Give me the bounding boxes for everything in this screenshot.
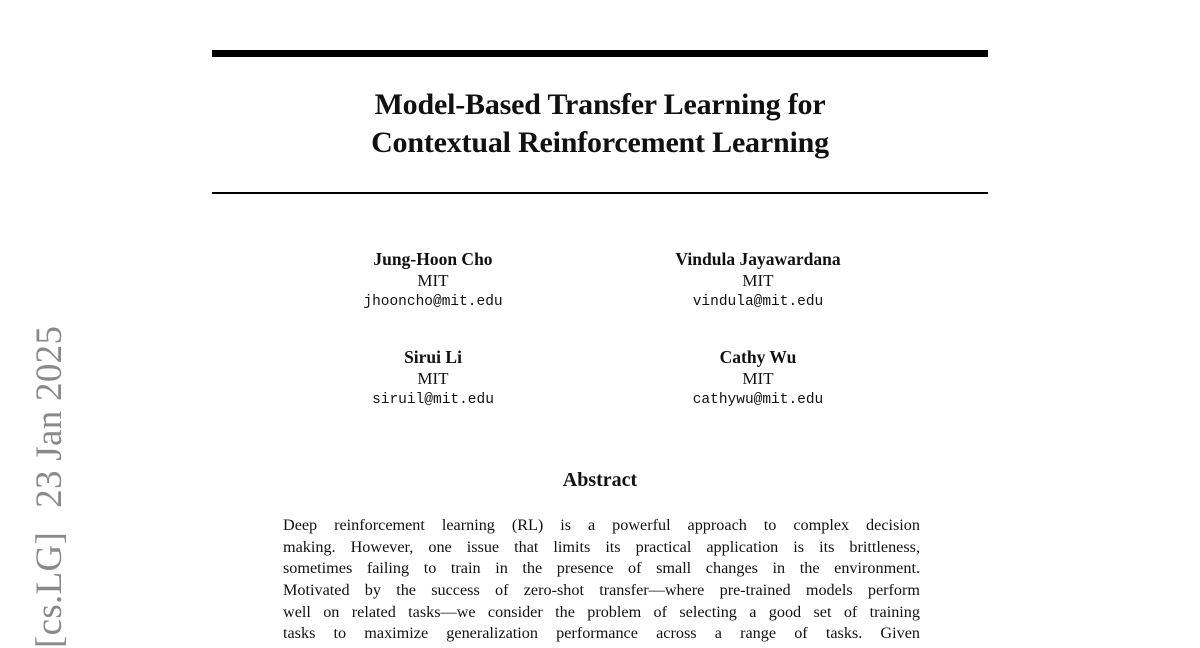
author-block [303, 347, 563, 411]
abstract-line: Motivated by the success of zero-shot transfer—where pre-trained models perform [283, 581, 920, 600]
abstract-line: making. However, one issue that limits its practical application is its brittleness, [283, 537, 920, 556]
paper-title-line-2: Contextual Reinforcement Learning [371, 126, 829, 159]
abstract-line: Deep reinforcement learning (RL) is a powerful approach to complex decision [283, 516, 920, 534]
abstract-body [283, 515, 920, 645]
author-block [303, 249, 563, 313]
author-name: Vindula Jayawardana [675, 249, 841, 269]
abstract-heading: Abstract [562, 469, 638, 491]
abstract-line: tasks to maximize generalization performance across a range of tasks. Given [283, 624, 920, 643]
arxiv-category: [cs.LG] [29, 531, 70, 648]
author-email: vindula@mit.edu [692, 294, 824, 310]
abstract-line: well on related tasks—we consider the problem of selecting a good set of training [283, 602, 920, 621]
title-top-rule [212, 50, 988, 57]
author-block [628, 347, 888, 411]
abstract-line: sometimes failing to train in the presence of small changes in the environment. [283, 559, 920, 578]
title-bottom-rule [212, 192, 988, 194]
paper-title [212, 86, 988, 162]
author-email: siruil@mit.edu [372, 392, 494, 408]
author-email: jhooncho@mit.edu [363, 294, 503, 310]
author-block [628, 249, 888, 313]
arxiv-sidebar-stamp [28, 326, 72, 648]
author-affiliation: MIT [417, 369, 449, 388]
paper-title-line-1: Model-Based Transfer Learning for [374, 88, 826, 121]
author-affiliation: MIT [742, 271, 774, 290]
author-affiliation: MIT [742, 369, 774, 388]
arxiv-date: 23 Jan 2025 [29, 325, 70, 508]
author-name: Jung-Hoon Cho [373, 249, 493, 269]
author-affiliation: MIT [417, 271, 449, 290]
author-email: cathywu@mit.edu [692, 392, 824, 408]
author-name: Cathy Wu [719, 347, 797, 367]
author-name: Sirui Li [404, 347, 462, 367]
